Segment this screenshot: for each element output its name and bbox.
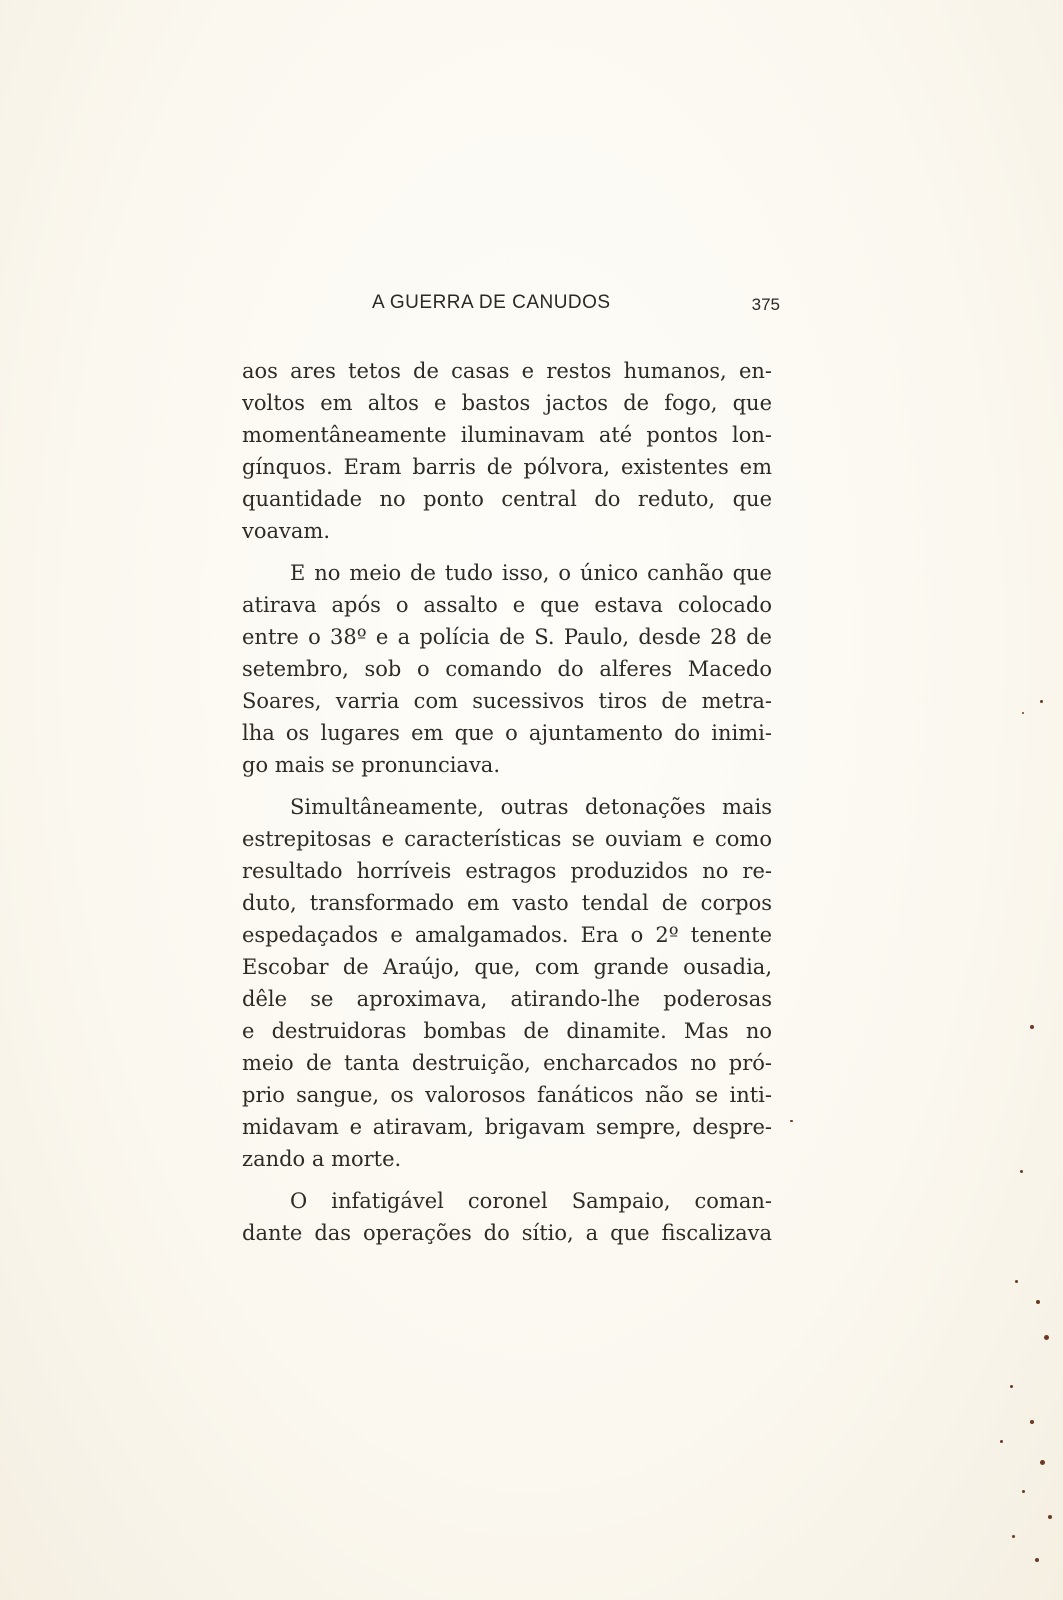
foxing-speck: [1044, 1335, 1049, 1340]
text-line: momentâneamente iluminavam até pontos lon-: [242, 423, 772, 447]
text-line: midavam e atiravam, brigavam sempre, despre-: [242, 1115, 772, 1139]
body-text: [242, 355, 772, 1249]
foxing-speck: [1048, 1515, 1052, 1519]
running-head: [240, 292, 780, 322]
foxing-speck: [1010, 1385, 1013, 1388]
foxing-speck: [1030, 1420, 1034, 1424]
text-line: voavam.: [242, 519, 330, 543]
text-line: E no meio de tudo isso, o único canhão que: [290, 561, 772, 585]
text-line: voltos em altos e bastos jactos de fogo, que: [242, 391, 772, 415]
text-line: zando a morte.: [242, 1147, 402, 1171]
foxing-speck: [1030, 1025, 1034, 1029]
foxing-speck: [1020, 1170, 1023, 1173]
foxing-speck: [1040, 700, 1043, 703]
foxing-speck: [1040, 1460, 1045, 1465]
foxing-speck: [1000, 1440, 1003, 1443]
foxing-speck: [1035, 1558, 1039, 1562]
foxing-speck: [790, 1120, 793, 1122]
text-line: e destruidoras bombas de dinamite. Mas no: [242, 1019, 772, 1043]
foxing-speck: [1022, 1490, 1025, 1493]
text-line: espedaçados e amalgamados. Era o 2º tenente: [242, 923, 772, 947]
text-line: meio de tanta destruição, encharcados no pró-: [242, 1051, 772, 1075]
text-line: prio sangue, os valorosos fanáticos não se inti-: [242, 1083, 772, 1107]
foxing-speck: [1022, 712, 1024, 714]
text-line: O infatigável coronel Sampaio, coman-: [290, 1189, 772, 1213]
text-line: lha os lugares em que o ajuntamento do inimi-: [242, 721, 772, 745]
text-line: dante das operações do sítio, a que fiscalizava: [242, 1221, 772, 1245]
page-number: 375: [751, 295, 780, 314]
running-title: A GUERRA DE CANUDOS: [372, 292, 611, 313]
text-line: entre o 38º e a polícia de S. Paulo, desde 28 de: [242, 625, 772, 649]
foxing-speck: [1015, 1280, 1018, 1283]
foxing-speck: [1036, 1300, 1040, 1304]
text-line: Escobar de Araújo, que, com grande ousadia,: [242, 955, 772, 979]
text-line: dêle se aproximava, atirando-lhe poderosas: [242, 987, 772, 1011]
text-line: resultado horríveis estragos produzidos no re-: [242, 859, 772, 883]
text-line: atirava após o assalto e que estava colocado: [242, 593, 772, 617]
text-line: Simultâneamente, outras detonações mais: [290, 795, 772, 819]
text-line: duto, transformado em vasto tendal de corpos: [242, 891, 772, 915]
text-line: Soares, varria com sucessivos tiros de metra-: [242, 689, 772, 713]
text-line: quantidade no ponto central do reduto, que: [242, 487, 772, 511]
text-line: aos ares tetos de casas e restos humanos, en-: [242, 359, 772, 383]
text-line: gínquos. Eram barris de pólvora, existentes em: [242, 455, 772, 479]
foxing-speck: [1012, 1535, 1015, 1538]
text-line: go mais se pronunciava.: [242, 753, 500, 777]
text-line: estrepitosas e características se ouviam e como: [242, 827, 772, 851]
text-line: setembro, sob o comando do alferes Macedo: [242, 657, 772, 681]
